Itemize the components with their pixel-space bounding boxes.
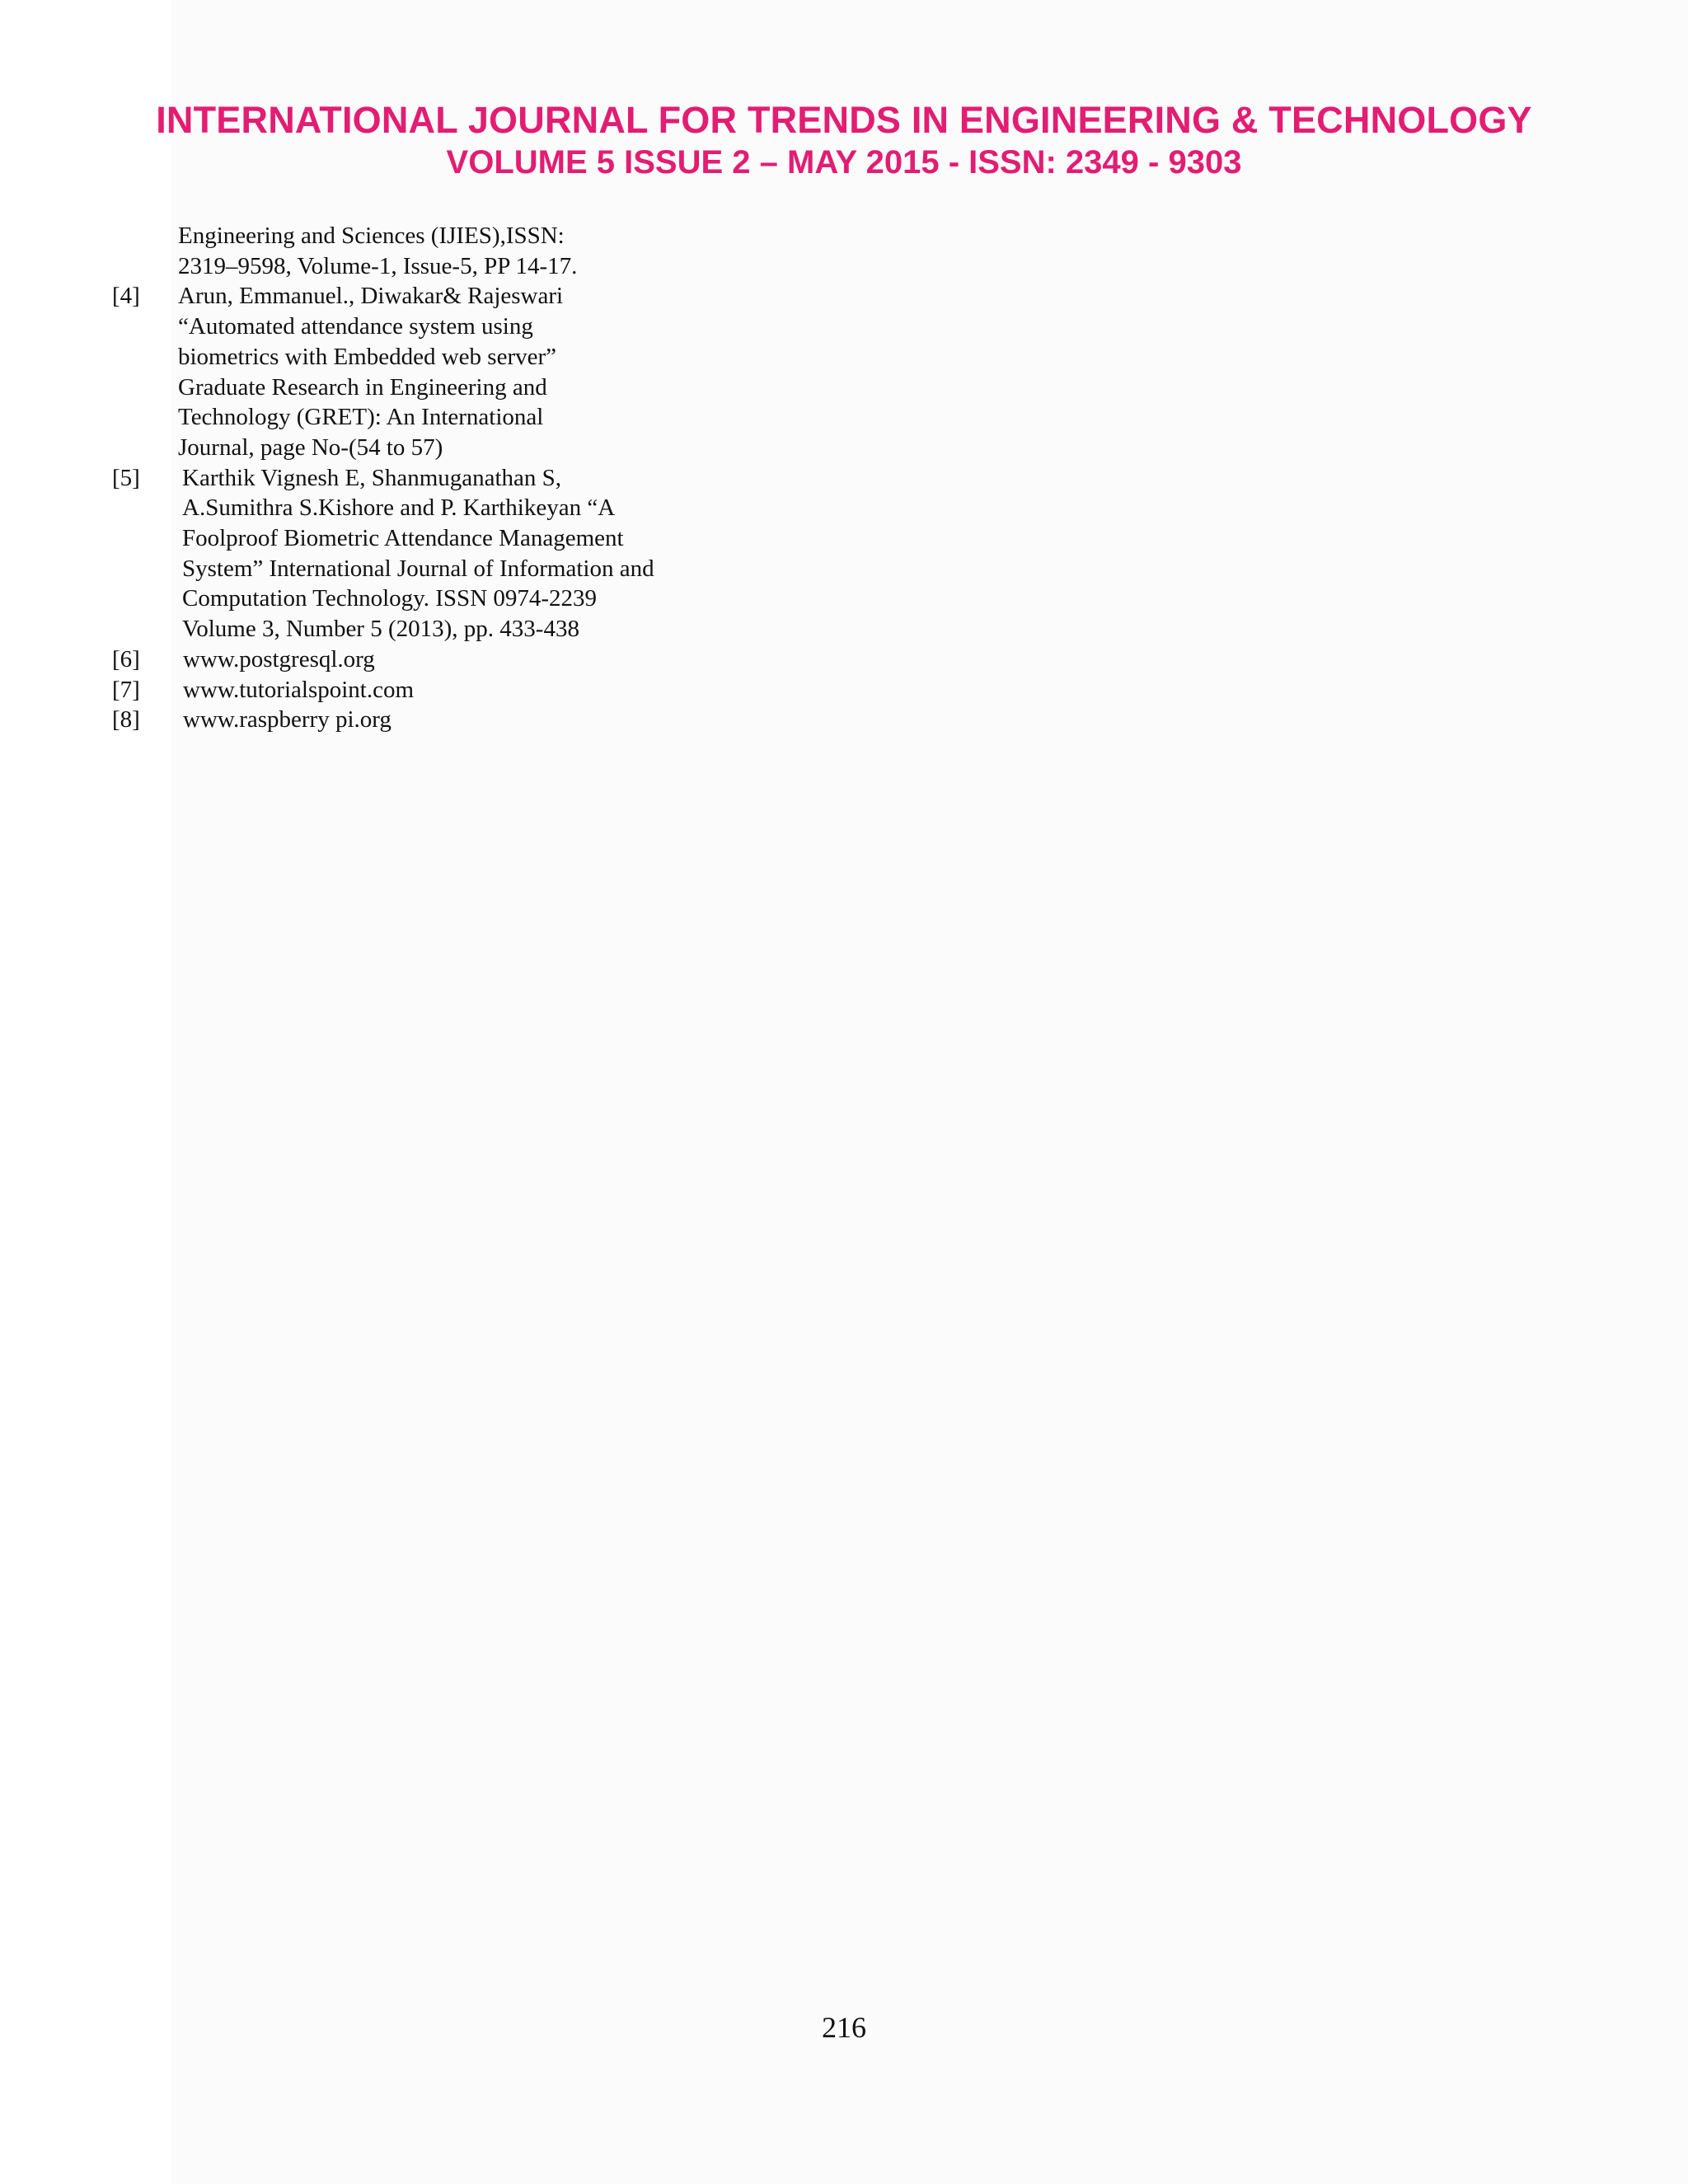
reference-line: Graduate Research in Engineering and	[178, 373, 547, 401]
journal-volume-line: VOLUME 5 ISSUE 2 – MAY 2015 - ISSN: 2349 - 9303	[446, 144, 1242, 180]
reference-number: [6]	[112, 645, 140, 673]
reference-line: “Automated attendance system using	[178, 313, 533, 340]
reference-line: A.Sumithra S.Kishore and P. Karthikeyan “A	[182, 494, 616, 522]
reference-line: Foolproof Biometric Attendance Management	[182, 525, 624, 552]
reference-line: biometrics with Embedded web server”	[178, 343, 557, 370]
reference-line: Arun, Emmanuel., Diwakar& Rajeswari	[178, 283, 564, 310]
reference-list	[112, 221, 654, 735]
reference-item-4	[112, 281, 654, 462]
reference-number: [8]	[112, 706, 140, 733]
reference-item-7	[112, 675, 654, 705]
reference-item-5	[112, 463, 654, 644]
reference-number: [4]	[112, 283, 140, 310]
journal-title: INTERNATIONAL JOURNAL FOR TRENDS IN ENGINEERING & TECHNOLOGY	[156, 99, 1532, 141]
reference-number: [5]	[112, 464, 140, 491]
reference-link: www.raspberry pi.org	[183, 706, 392, 733]
reference-number: [7]	[112, 676, 140, 703]
reference-item-8	[112, 705, 654, 735]
reference-continued	[112, 221, 654, 281]
reference-line: Journal, page No-(54 to 57)	[178, 434, 443, 461]
reference-item-6	[112, 644, 654, 675]
reference-link: www.postgresql.org	[183, 645, 375, 673]
reference-line: Volume 3, Number 5 (2013), pp. 433-438	[182, 616, 579, 643]
reference-line: Computation Technology. ISSN 0974-2239	[182, 585, 598, 612]
reference-link: www.tutorialspoint.com	[183, 676, 415, 703]
page-number: 216	[822, 2011, 866, 2044]
reference-line: System” International Journal of Information and	[182, 555, 654, 582]
journal-header	[0, 97, 1688, 183]
reference-line: Engineering and Sciences (IJIES),ISSN:	[178, 223, 565, 249]
reference-line: Technology (GRET): An International	[178, 404, 544, 431]
reference-line: 2319–9598, Volume-1, Issue-5, PP 14-17.	[178, 252, 578, 279]
reference-line: Karthik Vignesh E, Shanmuganathan S,	[182, 464, 562, 491]
